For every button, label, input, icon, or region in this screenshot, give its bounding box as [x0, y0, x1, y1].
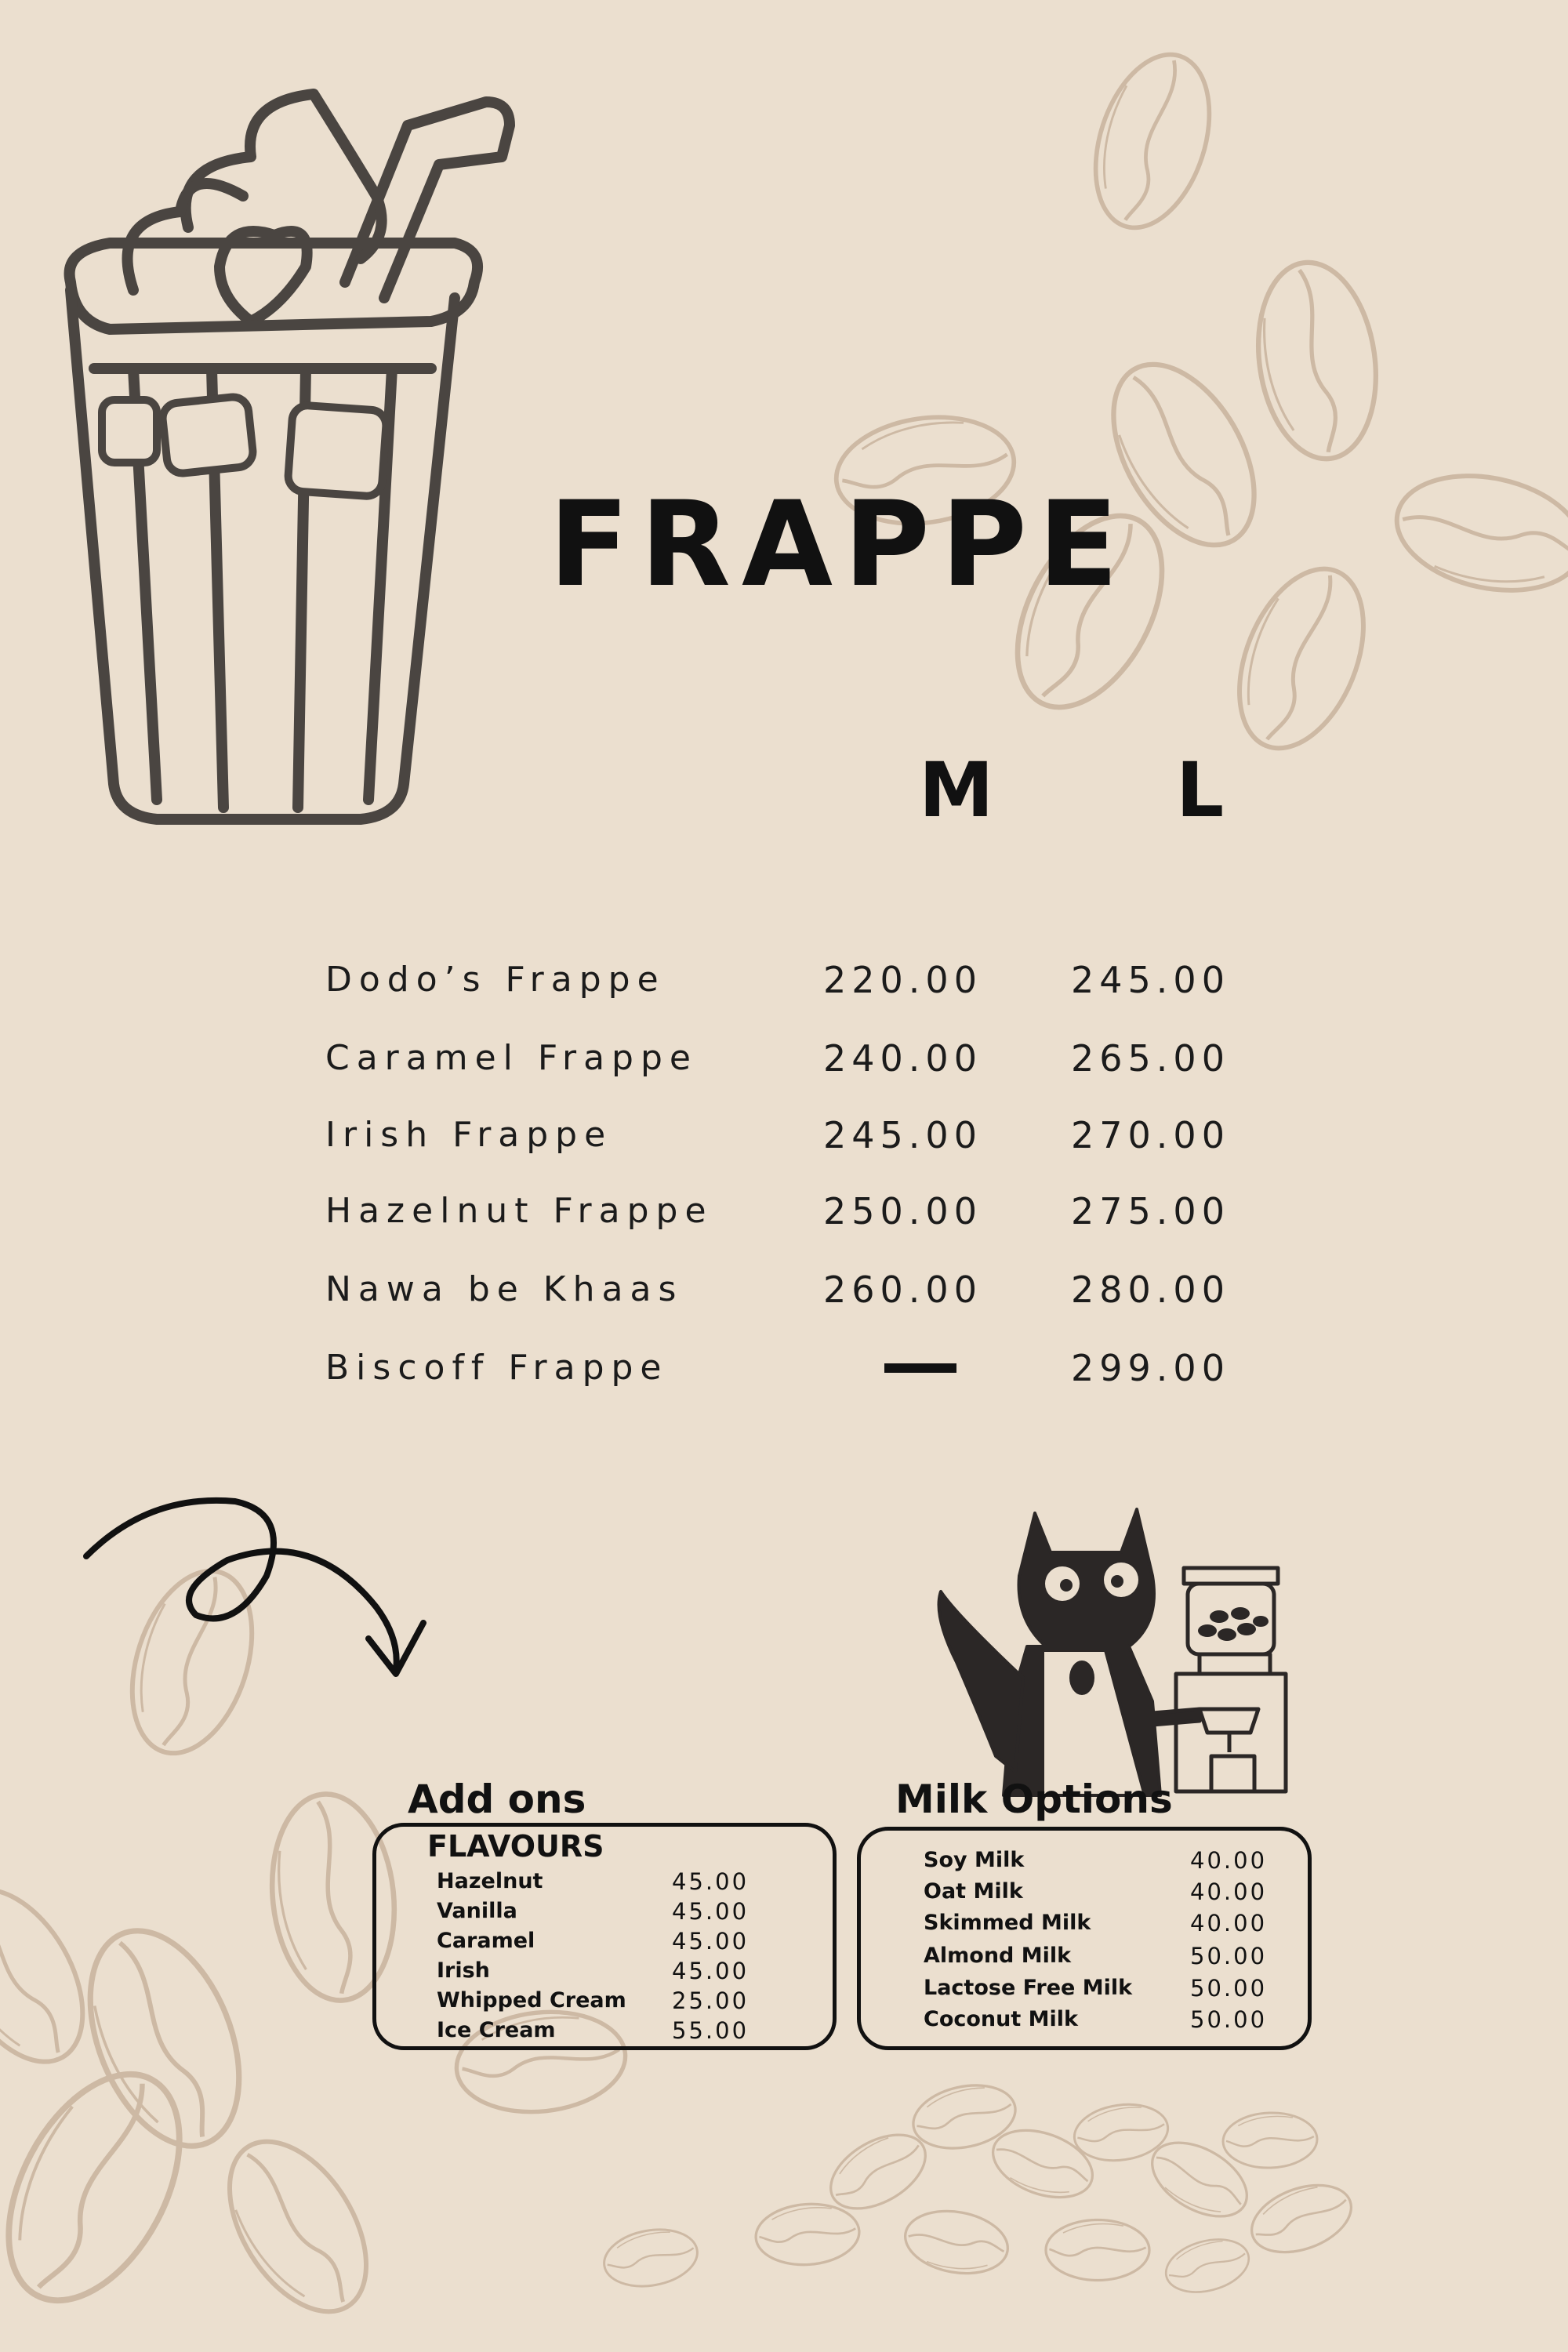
menu-item: [0, 1035, 1568, 1082]
addon-name: Hazelnut: [437, 1869, 543, 1893]
addon-price: 55.00: [672, 2017, 750, 2044]
milk-name: Lactose Free Milk: [924, 1976, 1133, 2000]
milk-item: [924, 1973, 1292, 2004]
milk-price: 40.00: [1190, 1910, 1268, 1936]
addon-name: Caramel: [437, 1929, 535, 1953]
coffee-bean-icon: [1386, 460, 1568, 607]
menu-item: [0, 1112, 1568, 1159]
item-price-large: 270.00: [1071, 1114, 1230, 1156]
addons-box: [372, 1823, 837, 2050]
milk-price: 50.00: [1190, 1943, 1268, 1969]
menu-item: [0, 1345, 1568, 1392]
milk-price: 50.00: [1190, 2006, 1268, 2033]
coffee-bean-icon: [1215, 551, 1388, 767]
coffee-bean-icon: [61, 1909, 268, 2168]
milk-options-title: Milk Options: [895, 1777, 1173, 1822]
addons-title: Add ons: [408, 1777, 586, 1822]
not-available-dash: [884, 1363, 956, 1373]
addon-item: [437, 1985, 813, 2016]
item-price-medium: 260.00: [823, 1269, 982, 1311]
item-price-medium: 245.00: [823, 1114, 982, 1156]
milk-item: [924, 1907, 1292, 1939]
item-name: Dodo’s Frappe: [325, 960, 666, 1000]
coffee-bean-icon: [0, 2046, 215, 2329]
milk-item: [924, 1845, 1292, 1876]
item-price-large: 280.00: [1071, 1269, 1230, 1311]
size-header-medium: M: [919, 746, 994, 834]
item-price-medium: 220.00: [823, 959, 982, 1001]
milk-name: Oat Milk: [924, 1879, 1023, 1904]
milk-item: [924, 1876, 1292, 1907]
coffee-grinder-icon: [1152, 1560, 1309, 1795]
frappe-glass-icon: [47, 71, 580, 839]
item-price-large: 299.00: [1071, 1347, 1230, 1389]
addon-price: 25.00: [672, 1987, 750, 2014]
addon-price: 45.00: [672, 1868, 750, 1895]
item-name: Hazelnut Frappe: [325, 1191, 713, 1231]
item-price-large: 275.00: [1071, 1190, 1230, 1232]
addon-name: Vanilla: [437, 1899, 517, 1923]
addon-item: [437, 2015, 813, 2046]
milk-name: Almond Milk: [924, 1944, 1072, 1968]
flavours-subtitle: FLAVOURS: [427, 1829, 604, 1864]
milk-options-box: [857, 1827, 1312, 2050]
addon-price: 45.00: [672, 1898, 750, 1925]
size-header-large: L: [1176, 746, 1225, 834]
addon-item: [437, 1926, 813, 1957]
milk-item: [924, 1940, 1292, 1972]
item-price-large: 245.00: [1071, 959, 1230, 1001]
addon-name: Irish: [437, 1958, 490, 1983]
addon-price: 45.00: [672, 1928, 750, 1955]
milk-name: Skimmed Milk: [924, 1911, 1091, 1935]
coffee-bean-icon: [201, 2118, 394, 2336]
coffee-bean-icon: [1247, 255, 1388, 466]
milk-item: [924, 2004, 1292, 2035]
menu-item: [0, 1266, 1568, 1313]
addon-name: Whipped Cream: [437, 1988, 626, 2013]
coffee-bean-icon: [1076, 40, 1230, 242]
item-name: Irish Frappe: [325, 1115, 613, 1155]
item-name: Nawa be Khaas: [325, 1269, 684, 1309]
menu-title: FRAPPE: [549, 477, 1130, 613]
menu-item: [0, 956, 1568, 1004]
addon-item: [437, 1896, 813, 1927]
item-price-large: 265.00: [1071, 1037, 1230, 1080]
item-name: Caramel Frappe: [325, 1038, 698, 1078]
coffee-beans-pile: [600, 2077, 1360, 2301]
milk-price: 50.00: [1190, 1975, 1268, 2002]
item-name: Biscoff Frappe: [325, 1348, 669, 1388]
item-price-medium: 250.00: [823, 1190, 982, 1232]
addon-price: 45.00: [672, 1958, 750, 1984]
milk-name: Coconut Milk: [924, 2007, 1079, 2031]
milk-name: Soy Milk: [924, 1848, 1025, 1872]
addon-item: [437, 1955, 813, 1987]
addon-name: Ice Cream: [437, 2018, 556, 2042]
milk-price: 40.00: [1190, 1878, 1268, 1905]
item-price-medium: 240.00: [823, 1037, 982, 1080]
addon-item: [437, 1866, 813, 1897]
curved-arrow-icon: [78, 1490, 439, 1693]
milk-price: 40.00: [1190, 1847, 1268, 1874]
menu-item: [0, 1188, 1568, 1235]
